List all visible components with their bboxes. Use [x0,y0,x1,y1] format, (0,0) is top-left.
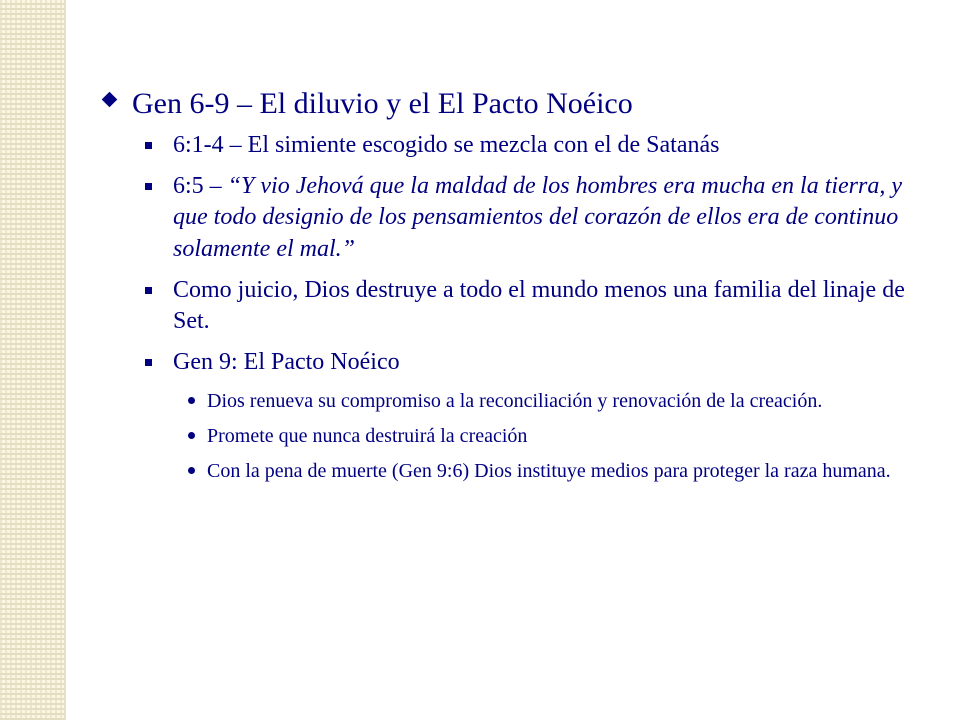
diamond-bullet-icon [102,92,118,108]
slide-content [100,86,910,493]
bullet-point-quote-text: “Y vio Jehová que la maldad de los hombres era mucha en la tierra, y que todo designio de los pensamientos del corazón de ellos era de continuo solamente el mal.” [173,173,903,262]
round-bullet-icon [188,467,195,474]
round-bullet-icon [188,397,195,404]
sub-bullet-point-text: Con la pena de muerte (Gen 9:6) Dios instituye medios para proteger la raza humana. [207,460,891,483]
bullet-point [143,130,910,161]
square-bullet-icon [145,183,152,190]
sub-bullet-point-text: Promete que nunca destruirá la creación [207,425,528,448]
bullet-point-text: Como juicio, Dios destruye a todo el mundo menos una familia del linaje de Set. [173,276,905,334]
square-bullet-icon [145,359,152,366]
bullet-point-text: Gen 9: El Pacto Noéico [173,349,400,376]
square-bullet-icon [145,287,152,294]
slide-heading-text: Gen 6-9 – El diluvio y el El Pacto Noéico [132,87,633,120]
bullet-point-text: 6:1-4 – El simiente escogido se mezcla con el de Satanás [173,132,720,158]
bullet-point-prefix: 6:5 – [173,173,228,200]
square-bullet-icon [145,142,152,149]
sub-bullet-point-text: Dios renueva su compromiso a la reconciliación y renovación de la creación. [207,390,823,413]
sub-bullet-point [187,458,910,484]
bullet-point [143,347,910,378]
slide-heading [100,86,910,122]
decorative-stripe-band [0,0,66,720]
sub-bullet-point [187,388,910,414]
bullet-point [143,275,910,337]
stripe-band-edge [64,0,66,720]
round-bullet-icon [188,432,195,439]
sub-bullet-point [187,423,910,449]
bullet-point-quote [143,171,910,265]
